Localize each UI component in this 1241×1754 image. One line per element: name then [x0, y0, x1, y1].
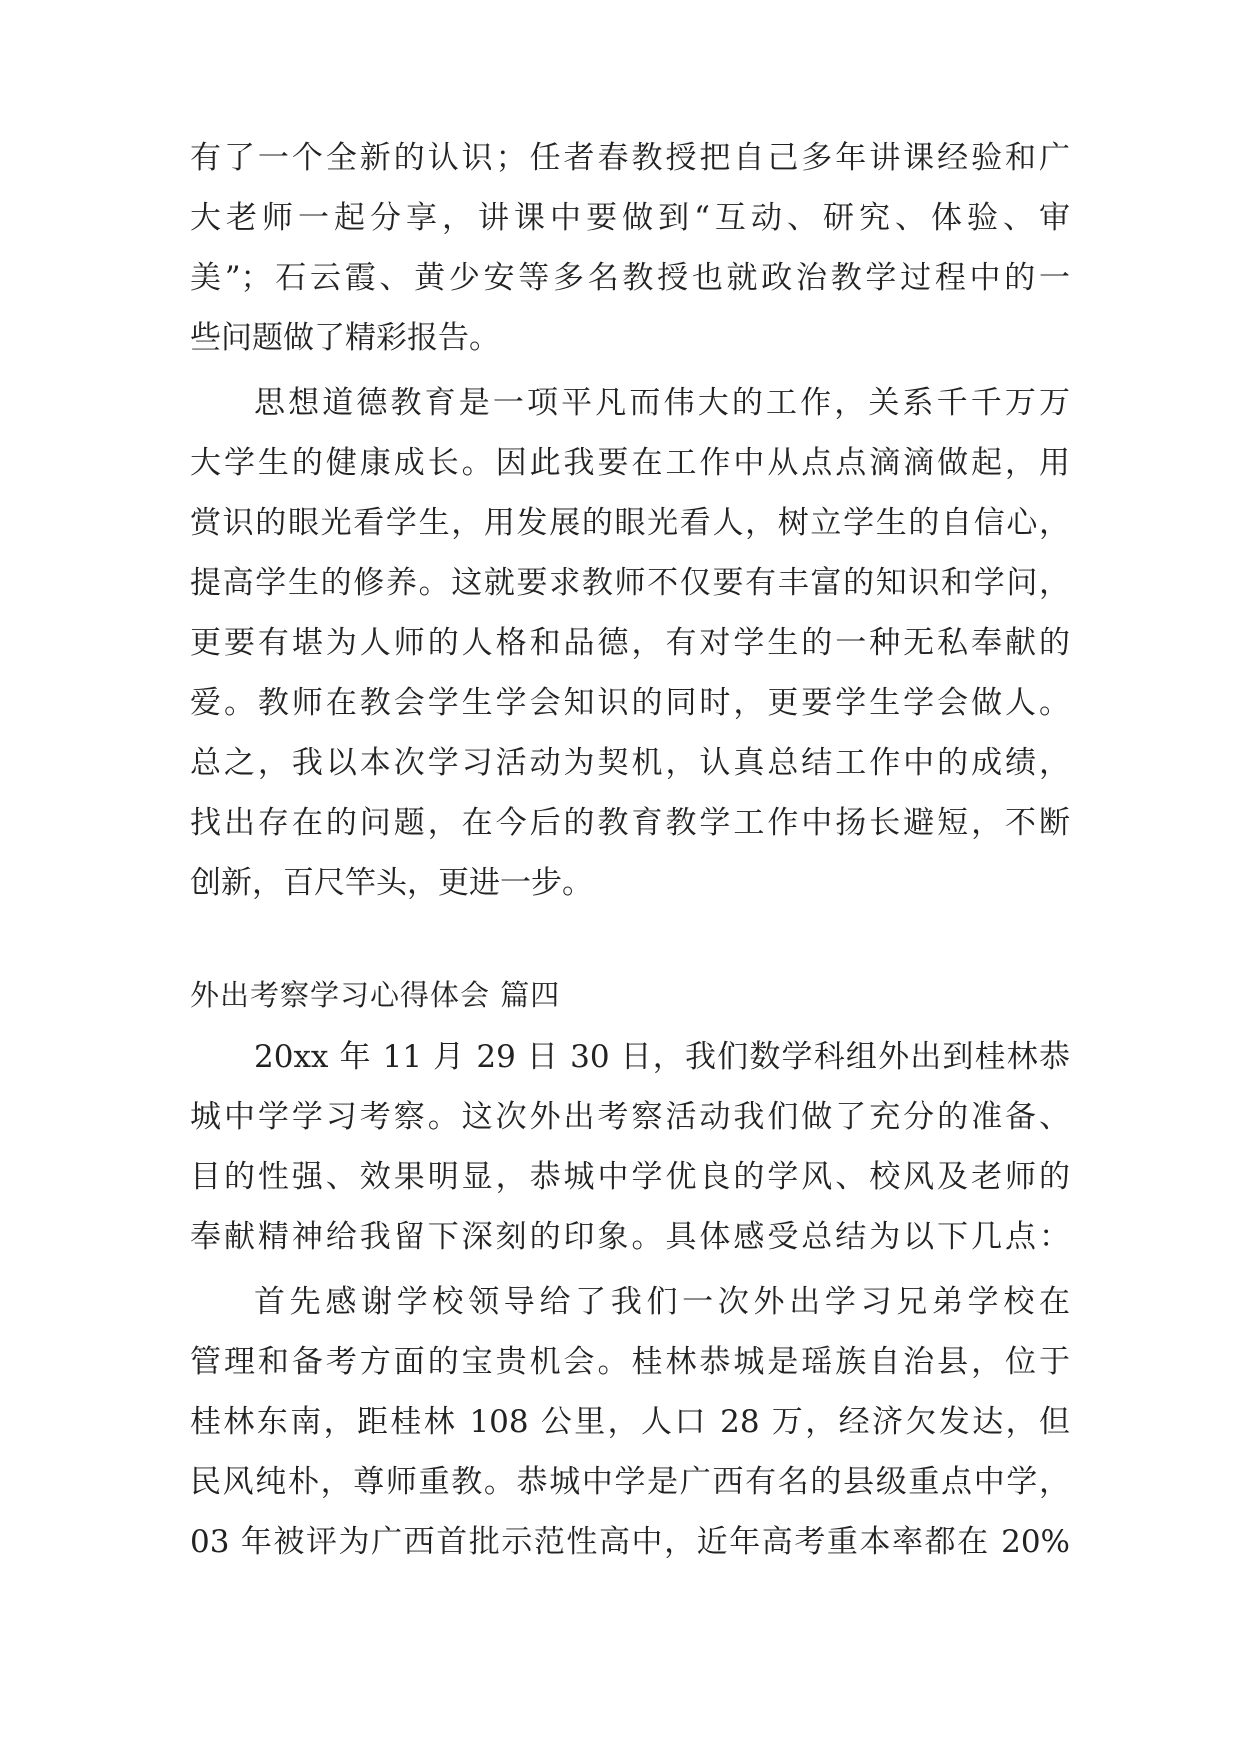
paragraph-2-line-3: 赏识的眼光看学生，用发展的眼光看人，树立学生的自信心， — [190, 505, 1070, 541]
paragraph-2-line-7: 总之，我以本次学习活动为契机，认真总结工作中的成绩， — [190, 745, 1070, 781]
paragraph-2-line-4: 提高学生的修养。这就要求教师不仅要有丰富的知识和学问， — [190, 565, 1070, 601]
paragraph-1-line-1: 有了一个全新的认识；任者春教授把自己多年讲课经验和广 — [190, 140, 1070, 176]
paragraph-2-line-9: 创新，百尺竿头，更进一步。 — [190, 865, 593, 901]
paragraph-2-line-1: 思想道德教育是一项平凡而伟大的工作，关系千千万万 — [254, 385, 1070, 421]
paragraph-3-line-4: 奉献精神给我留下深刻的印象。具体感受总结为以下几点： — [190, 1219, 1070, 1255]
paragraph-1-line-2: 大老师一起分享，讲课中要做到“互动、研究、体验、审 — [190, 200, 1070, 236]
paragraph-3-line-2: 城中学学习考察。这次外出考察活动我们做了充分的准备、 — [190, 1099, 1070, 1135]
paragraph-4-line-4: 民风纯朴，尊师重教。恭城中学是广西有名的县级重点中学， — [190, 1464, 1070, 1500]
paragraph-2-line-5: 更要有堪为人师的人格和品德，有对学生的一种无私奉献的 — [190, 625, 1070, 661]
paragraph-1-line-4: 些问题做了精彩报告。 — [190, 320, 500, 356]
paragraph-4-line-1: 首先感谢学校领导给了我们一次外出学习兄弟学校在 — [254, 1284, 1070, 1320]
paragraph-3-line-1: 20xx 年 11 月 29 日 30 日，我们数学科组外出到桂林恭 — [254, 1039, 1070, 1075]
paragraph-2-line-8: 找出存在的问题，在今后的教育教学工作中扬长避短，不断 — [190, 805, 1070, 841]
paragraph-2-line-6: 爱。教师在教会学生学会知识的同时，更要学生学会做人。 — [190, 685, 1070, 721]
section-heading: 外出考察学习心得体会 篇四 — [190, 978, 561, 1012]
paragraph-4-line-3: 桂林东南，距桂林 108 公里，人口 28 万，经济欠发达，但 — [190, 1404, 1070, 1440]
paragraph-2-line-2: 大学生的健康成长。因此我要在工作中从点点滴滴做起，用 — [190, 445, 1070, 481]
paragraph-3-line-3: 目的性强、效果明显，恭城中学优良的学风、校风及老师的 — [190, 1159, 1070, 1195]
paragraph-4-line-2: 管理和备考方面的宝贵机会。桂林恭城是瑶族自治县，位于 — [190, 1344, 1070, 1380]
paragraph-1-line-3: 美”；石云霞、黄少安等多名教授也就政治教学过程中的一 — [190, 260, 1070, 296]
paragraph-4-line-5: 03 年被评为广西首批示范性高中，近年高考重本率都在 20% — [190, 1524, 1070, 1560]
